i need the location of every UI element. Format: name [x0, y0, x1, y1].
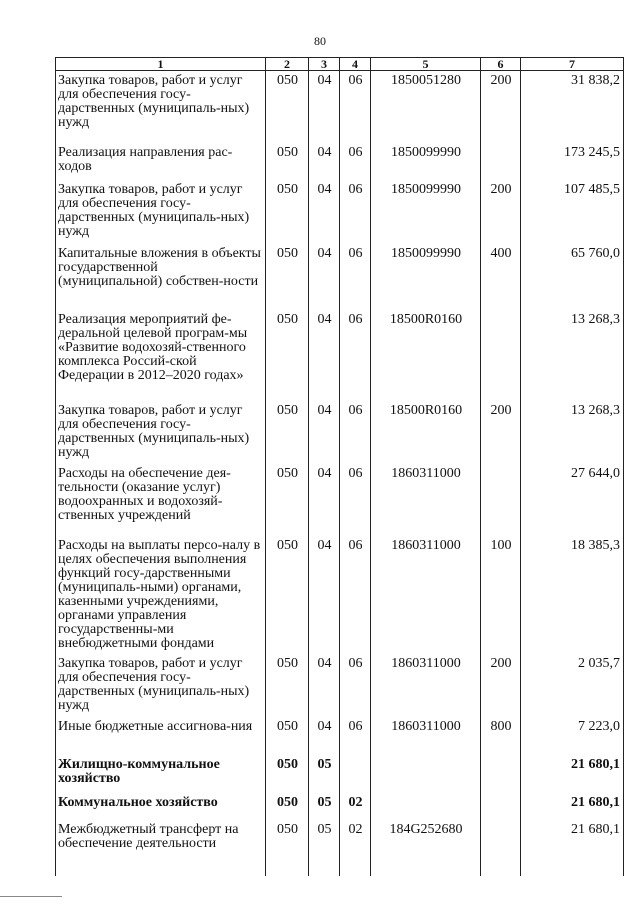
column-header: 6 [481, 58, 521, 71]
target-item-cell: 1850051280 [371, 71, 481, 143]
table-row [56, 71, 624, 143]
target-item-cell: 1860311000 [371, 717, 481, 755]
amount-cell: 21 680,1 [521, 820, 624, 876]
subsection-cell: 06 [340, 310, 371, 401]
gp-cell: 050 [266, 793, 309, 820]
subsection-cell: 06 [340, 717, 371, 755]
amount-cell: 31 838,2 [521, 71, 624, 143]
amount-cell: 21 680,1 [521, 755, 624, 793]
expense-type-cell: 200 [481, 401, 521, 464]
section-cell: 04 [309, 536, 340, 654]
table-row [56, 654, 624, 717]
target-item-cell: 18500R0160 [371, 310, 481, 401]
gp-cell: 050 [266, 820, 309, 876]
subsection-cell: 06 [340, 654, 371, 717]
expense-type-cell: 200 [481, 71, 521, 143]
column-header: 4 [340, 58, 371, 71]
section-cell: 04 [309, 401, 340, 464]
table-header [56, 58, 624, 71]
target-item-cell: 18500R0160 [371, 401, 481, 464]
amount-cell: 7 223,0 [521, 717, 624, 755]
amount-cell: 13 268,3 [521, 310, 624, 401]
expense-type-cell [481, 464, 521, 536]
row-name-cell: Закупка товаров, работ и услуг для обеспечения госу-дарственных (муниципаль-ных) нужд [56, 401, 266, 464]
expense-type-cell [481, 143, 521, 180]
row-name-cell: Расходы на обеспечение дея-тельности (оказание услуг) водоохранных и водохозяй-ственных учреждений [56, 464, 266, 536]
amount-cell: 107 485,5 [521, 180, 624, 244]
row-name-cell: Капитальные вложения в объекты государственной (муниципальной) собствен-ности [56, 244, 266, 310]
column-header: 3 [309, 58, 340, 71]
subsection-cell: 06 [340, 536, 371, 654]
column-header: 2 [266, 58, 309, 71]
amount-cell: 13 268,3 [521, 401, 624, 464]
section-cell: 04 [309, 654, 340, 717]
row-name-cell: Коммунальное хозяйство [56, 793, 266, 820]
subsection-cell [340, 755, 371, 793]
expense-type-cell [481, 820, 521, 876]
section-cell: 04 [309, 143, 340, 180]
subsection-cell: 02 [340, 820, 371, 876]
subsection-cell: 06 [340, 180, 371, 244]
table-row [56, 180, 624, 244]
table-row [56, 401, 624, 464]
header-row [56, 58, 624, 71]
row-name-cell: Реализация мероприятий фе-деральной целевой програм-мы «Развитие водохозяй-ственного комплекса Россий-ской Федерации в 2012–2020 годах» [56, 310, 266, 401]
table-row [56, 793, 624, 820]
section-cell: 04 [309, 310, 340, 401]
section-cell: 05 [309, 755, 340, 793]
footer-divider [0, 896, 62, 897]
expense-type-cell: 100 [481, 536, 521, 654]
expense-type-cell [481, 755, 521, 793]
table-body [56, 71, 624, 876]
budget-table [55, 57, 624, 876]
column-header: 7 [521, 58, 624, 71]
gp-cell: 050 [266, 143, 309, 180]
amount-cell: 65 760,0 [521, 244, 624, 310]
section-cell: 04 [309, 464, 340, 536]
target-item-cell: 184G252680 [371, 820, 481, 876]
amount-cell: 2 035,7 [521, 654, 624, 717]
expense-type-cell: 400 [481, 244, 521, 310]
section-cell: 04 [309, 71, 340, 143]
gp-cell: 050 [266, 71, 309, 143]
gp-cell: 050 [266, 464, 309, 536]
target-item-cell [371, 793, 481, 820]
row-name-cell: Иные бюджетные ассигнова-ния [56, 717, 266, 755]
expense-type-cell [481, 310, 521, 401]
section-cell: 04 [309, 244, 340, 310]
gp-cell: 050 [266, 536, 309, 654]
row-name-cell: Реализация направления рас-ходов [56, 143, 266, 180]
gp-cell: 050 [266, 654, 309, 717]
subsection-cell: 02 [340, 793, 371, 820]
expense-type-cell: 800 [481, 717, 521, 755]
target-item-cell: 1860311000 [371, 536, 481, 654]
gp-cell: 050 [266, 310, 309, 401]
column-header: 1 [56, 58, 266, 71]
amount-cell: 173 245,5 [521, 143, 624, 180]
table-row [56, 143, 624, 180]
table-row [56, 310, 624, 401]
row-name-cell: Жилищно-коммунальное хозяйство [56, 755, 266, 793]
target-item-cell [371, 755, 481, 793]
subsection-cell: 06 [340, 71, 371, 143]
gp-cell: 050 [266, 244, 309, 310]
section-cell: 04 [309, 180, 340, 244]
target-item-cell: 1860311000 [371, 654, 481, 717]
gp-cell: 050 [266, 180, 309, 244]
target-item-cell: 1860311000 [371, 464, 481, 536]
subsection-cell: 06 [340, 244, 371, 310]
expense-type-cell: 200 [481, 654, 521, 717]
row-name-cell: Закупка товаров, работ и услуг для обеспечения госу-дарственных (муниципаль-ных) нужд [56, 71, 266, 143]
section-cell: 05 [309, 820, 340, 876]
target-item-cell: 1850099990 [371, 244, 481, 310]
page-number: 80 [314, 34, 326, 48]
section-cell: 05 [309, 793, 340, 820]
column-header: 5 [371, 58, 481, 71]
table-row [56, 464, 624, 536]
target-item-cell: 1850099990 [371, 180, 481, 244]
amount-cell: 27 644,0 [521, 464, 624, 536]
table-row [56, 536, 624, 654]
table-row [56, 820, 624, 876]
gp-cell: 050 [266, 755, 309, 793]
subsection-cell: 06 [340, 464, 371, 536]
table-row [56, 244, 624, 310]
row-name-cell: Закупка товаров, работ и услуг для обеспечения госу-дарственных (муниципаль-ных) нужд [56, 180, 266, 244]
expense-type-cell: 200 [481, 180, 521, 244]
gp-cell: 050 [266, 717, 309, 755]
section-cell: 04 [309, 717, 340, 755]
subsection-cell: 06 [340, 401, 371, 464]
table-row [56, 755, 624, 793]
subsection-cell: 06 [340, 143, 371, 180]
target-item-cell: 1850099990 [371, 143, 481, 180]
expense-type-cell [481, 793, 521, 820]
row-name-cell: Закупка товаров, работ и услуг для обеспечения госу-дарственных (муниципаль-ных) нужд [56, 654, 266, 717]
gp-cell: 050 [266, 401, 309, 464]
amount-cell: 21 680,1 [521, 793, 624, 820]
row-name-cell: Межбюджетный трансферт на обеспечение деятельности [56, 820, 266, 876]
row-name-cell: Расходы на выплаты персо-налу в целях обеспечения выполнения функций госу-дарственными (муниципаль-ными) органами, казенными учреждениями, органами управления государственны-ми внебюджетными фондами [56, 536, 266, 654]
amount-cell: 18 385,3 [521, 536, 624, 654]
table-row [56, 717, 624, 755]
